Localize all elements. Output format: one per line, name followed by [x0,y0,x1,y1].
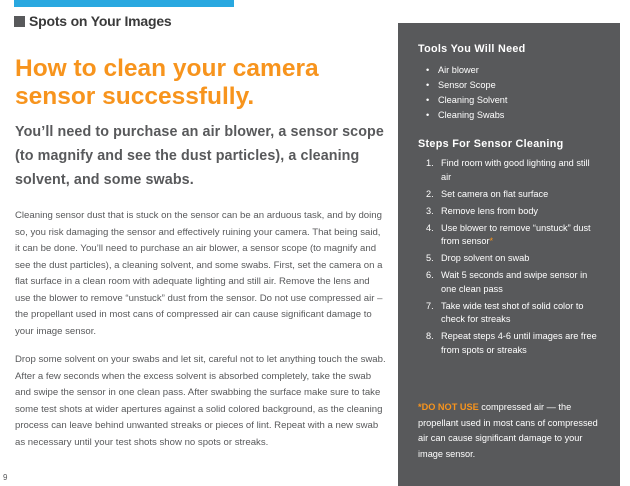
section-header [14,13,172,29]
warning-strong: *DO NOT USE [418,402,479,412]
square-icon [14,16,25,27]
step-item [426,300,598,327]
page-number: 9 [3,473,8,482]
warning-text: compressed air — the propellant used in most cans of compressed air can cause significant damage to your image sensor. [418,402,598,459]
sidebar-panel [398,23,620,486]
step-item [426,205,598,219]
step-text: Wait 5 seconds and swipe sensor in one clean pass [441,270,588,294]
tool-item: • Cleaning Solvent [426,93,507,108]
page-title: How to clean your camera sensor successfully. [15,55,319,110]
steps-heading: Steps For Sensor Cleaning [418,138,564,150]
step-number: 7. [426,300,434,311]
tool-item: • Sensor Scope [426,78,507,93]
section-label: Spots on Your Images [29,13,172,29]
step-number: 3. [426,205,434,216]
step-number: 2. [426,188,434,199]
step-text: Find room with good lighting and still air [441,158,590,182]
step-item [426,188,598,202]
step-item [426,157,598,184]
steps-list [426,157,598,361]
top-accent-bar [14,0,234,7]
page-subtitle: You’ll need to purchase an air blower, a sensor scope (to magnify and see the dust particles), a cleaning solvent, and some swabs. [15,124,384,188]
body-paragraph-1: Cleaning sensor dust that is stuck on the sensor can be an arduous task, and by doing so, you risk damaging the sensor and effectively ruining your camera. That being said, it can be done. You’ll need to purchase an air blower, a sensor scope (to magnify and see the dust particles), a cleaning solvent, and some swabs. First, set the camera on a flat surface in a clean room with adequate lighting and still air. Remove the lens and use the blower to remove “unstuck” dust from the sensor. Do not use compressed air – the propellant used in most cans of compressed air can cause significant damage to your image sensor. [15,210,383,337]
step-item [426,222,598,249]
step-text: Drop solvent on swab [441,253,530,264]
tool-item: • Air blower [426,63,507,78]
step-text: Use blower to remove “unstuck” dust from sensor [441,222,591,247]
asterisk-mark: * [489,236,494,247]
body-paragraph-2: Drop some solvent on your swabs and let sit, careful not to let anything touch the swab. After a few seconds when the excess solvent is absorbed completely, take the swab and swipe the sensor in one clean pass. After swabbing the surface make sure to take some test shots at wider apertures against a solid colored background, as the cleaning process can leave behind unwanted streaks or pieces of lint. Repeat with a new swab as necessary until your test shots show no spots or streaks. [15,354,386,448]
tool-item: • Cleaning Swabs [426,108,507,123]
step-number: 1. [426,158,434,168]
step-number: 4. [426,222,434,233]
step-number: 5. [426,253,434,264]
step-number: 8. [426,331,434,342]
step-text: Set camera on flat surface [441,188,549,199]
step-text: Remove lens from body [441,205,539,216]
step-number: 6. [426,270,434,281]
warning-note [418,400,598,462]
step-item [426,252,598,266]
tools-heading: Tools You Will Need [418,43,526,55]
step-text: Take wide test shot of solid color to check for streaks [441,300,584,325]
step-item [426,330,598,357]
step-text: Repeat steps 4-6 until images are free from spots or streaks [441,331,597,355]
step-item [426,269,598,296]
tools-list [426,63,507,123]
